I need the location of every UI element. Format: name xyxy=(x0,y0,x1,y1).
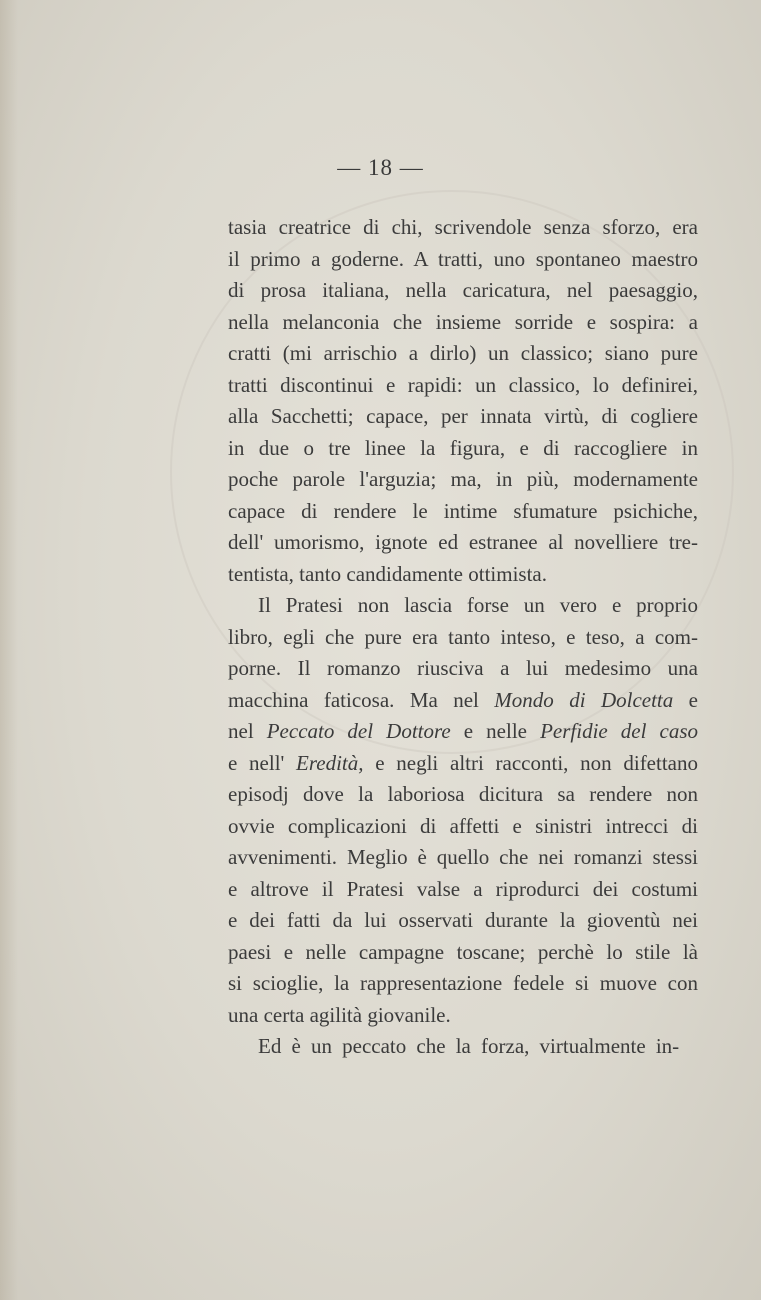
text-line-6: tratti discontinui e rapidi: un classico, lo definirei, xyxy=(228,372,698,397)
text-line-22: e altrove il Pratesi valse a riprodurci dei costumi xyxy=(228,876,698,901)
text-line-3: di prosa italiana, nella caricatura, nel paesaggio, xyxy=(228,278,698,302)
title-peccato-del-dottore: Peccato del Dottore xyxy=(266,719,451,743)
text-line-2: il primo a goderne. A tratti, uno spontaneo maestro xyxy=(228,246,698,271)
text-line-17 xyxy=(228,716,698,748)
text-line-15: porne. Il romanzo riusciva a lui medesimo una xyxy=(228,656,698,680)
text-line-16 xyxy=(228,685,698,717)
text-line-24: paesi e nelle campagne toscane; perchè lo stile là xyxy=(228,939,698,964)
text-line-27: Ed è un peccato che la forza, virtualmente in- xyxy=(258,1034,680,1058)
text-line-25: si scioglie, la rappresentazione fedele si muove con xyxy=(228,971,698,995)
text-line-19: episodj dove la laboriosa dicitura sa rendere non xyxy=(228,782,698,806)
text-line-18-end: e negli altri racconti, non difettano xyxy=(363,750,698,775)
page-number: — 18 — xyxy=(337,155,424,180)
text-line-20: ovvie complicazioni di affetti e sinistri intrecci di xyxy=(228,813,698,838)
text-line-8: in due o tre linee la figura, e di raccogliere in xyxy=(228,435,698,460)
text-line-12: tentista, tanto candidamente ottimista. xyxy=(228,561,547,586)
text-line-11: dell' umorismo, ignote ed estranee al novelliere tre- xyxy=(228,530,698,554)
text-line-21: avvenimenti. Meglio è quello che nei romanzi stessi xyxy=(228,845,698,869)
text-line-4: nella melanconia che insieme sorride e sospira: a xyxy=(228,309,698,334)
text-line-5: cratti (mi arrischio a dirlo) un classico; siano pure xyxy=(228,341,698,365)
text-line-10: capace di rendere le intime sfumature psichiche, xyxy=(228,498,698,523)
text-line-17-mid: e nelle xyxy=(450,719,541,743)
text-line-18-start: e nell' xyxy=(228,750,297,775)
text-line-1: tasia creatrice di chi, scrivendole senza sforzo, era xyxy=(228,215,698,239)
text-line-17-start: nel xyxy=(228,719,267,743)
title-eredita: Eredità, xyxy=(296,750,364,775)
text-line-16-start: macchina faticosa. Ma nel xyxy=(228,687,495,712)
text-line-23: e dei fatti da lui osservati durante la gioventù nei xyxy=(228,908,698,932)
title-perfidie-del-caso: Perfidie del caso xyxy=(540,719,698,743)
text-line-26: una certa agilità giovanile. xyxy=(228,1002,451,1027)
text-line-14: libro, egli che pure era tanto inteso, e teso, a com- xyxy=(228,624,698,649)
body-text xyxy=(228,212,698,1063)
title-mondo-di-dolcetta: Mondo di Dolcetta xyxy=(494,687,674,712)
text-line-13: Il Pratesi non lascia forse un vero e proprio xyxy=(258,593,698,617)
text-line-9: poche parole l'arguzia; ma, in più, modernamente xyxy=(228,467,698,491)
text-line-7: alla Sacchetti; capace, per innata virtù, di cogliere xyxy=(228,404,698,428)
text-line-18 xyxy=(228,748,698,780)
text-line-16-end: e xyxy=(673,687,698,712)
